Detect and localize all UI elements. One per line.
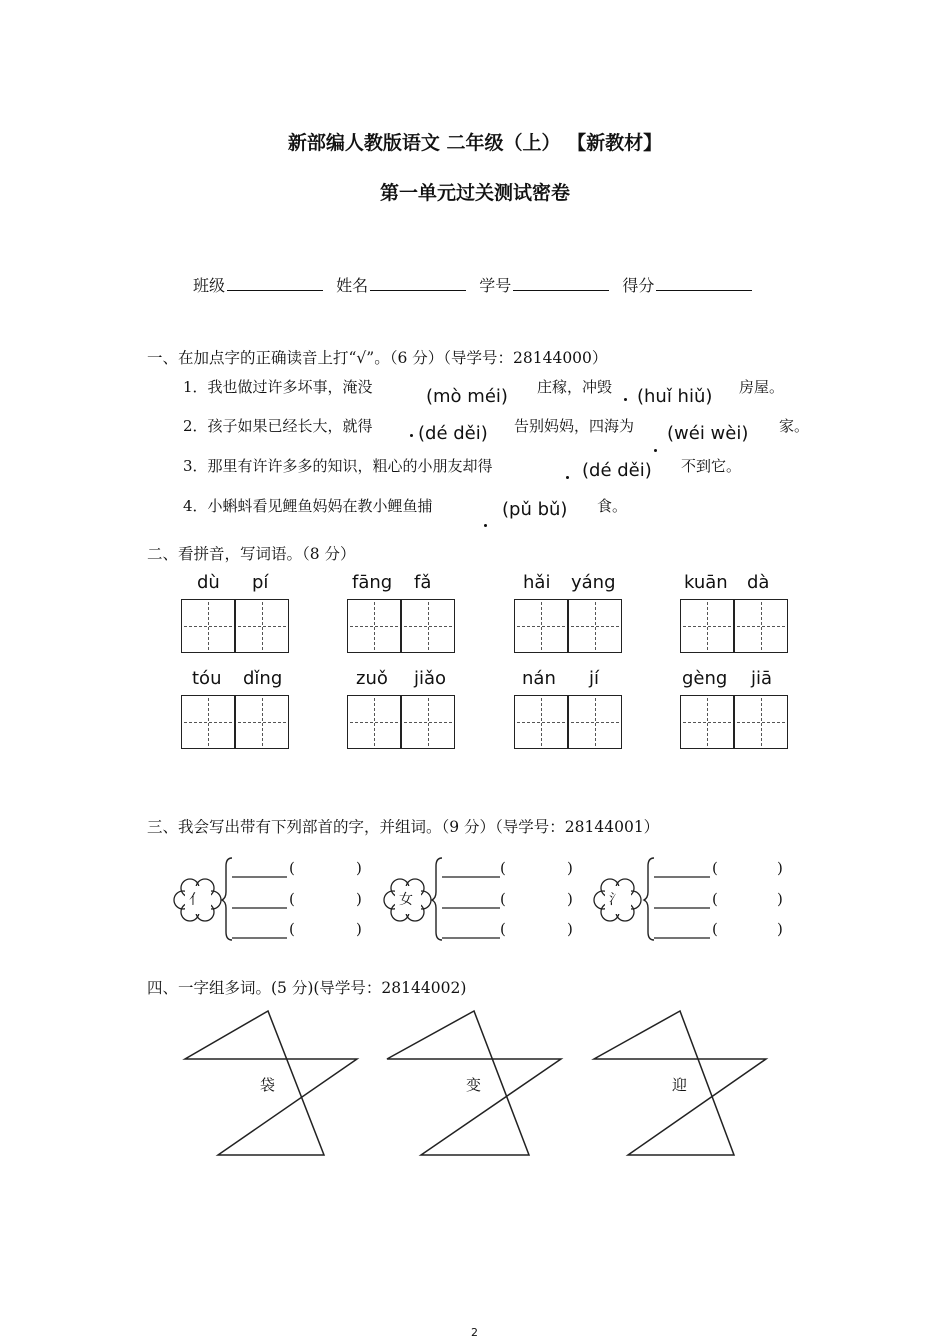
close-paren: )	[567, 920, 573, 938]
open-paren: (	[712, 920, 718, 938]
star-character: 迎	[672, 1076, 688, 1094]
section4-heading: 四、一字组多词。(5 分)(导学号：28144002)	[147, 979, 467, 997]
s1-q1-text-b: 庄稼，冲毁	[537, 378, 613, 396]
close-paren: )	[777, 859, 783, 877]
pinyin-syllable: fǎ	[414, 572, 432, 593]
brace-icon	[222, 858, 232, 940]
open-paren: (	[500, 859, 506, 877]
s1-q1-pinyin-1[interactable]: (mò méi)	[426, 386, 508, 407]
s1-q1-text-c: 房屋。	[739, 378, 785, 396]
open-paren: (	[500, 920, 506, 938]
close-paren: )	[567, 859, 573, 877]
close-paren: )	[356, 920, 362, 938]
radical-woman: 女	[399, 892, 413, 908]
radical-person: 亻	[189, 892, 203, 908]
s1-q3-pinyin-1[interactable]: (dé děi)	[582, 460, 652, 481]
close-paren: )	[777, 890, 783, 908]
page-title: 新部编人教版语文 二年级（上） 【新教材】	[287, 132, 663, 154]
pinyin-syllable: jí	[589, 668, 600, 689]
open-paren: (	[289, 920, 295, 938]
s1-q2-text-c: 家。	[779, 417, 810, 435]
section2-heading: 二、看拼音，写词语。（8 分）	[147, 545, 356, 563]
close-paren: )	[777, 920, 783, 938]
section1-heading: 一、在加点字的正确读音上打“√”。（6 分）（导学号：28144000）	[147, 349, 608, 367]
s1-q1-pinyin-2[interactable]: (huǐ hiǔ)	[637, 386, 713, 407]
close-paren: )	[567, 890, 573, 908]
pinyin-syllable: dǐng	[243, 668, 283, 689]
s1-q4-text-a: 4．小蝌蚪看见鲤鱼妈妈在教小鲤鱼捕	[183, 497, 433, 515]
s1-q2-pinyin-2[interactable]: (wéi wèi)	[667, 423, 749, 444]
pinyin-syllable: gèng	[682, 668, 728, 689]
pinyin-syllable: yáng	[571, 572, 616, 593]
pinyin-syllable: zuǒ	[356, 668, 388, 689]
pinyin-syllable: pí	[252, 572, 269, 593]
star-character: 袋	[260, 1076, 276, 1094]
pinyin-syllable: dà	[747, 572, 770, 593]
s1-q2-pinyin-1[interactable]: (dé děi)	[418, 423, 488, 444]
brace-icon	[644, 858, 654, 940]
s1-q1-text-a: 1．我也做过许多坏事，淹没	[183, 378, 373, 396]
page-number: 2	[471, 1326, 478, 1339]
s1-q4-pinyin-1[interactable]: (pǔ bǔ)	[502, 499, 568, 520]
pinyin-syllable: dù	[197, 572, 220, 593]
pinyin-syllable: fāng	[352, 572, 393, 593]
open-paren: (	[289, 890, 295, 908]
pinyin-syllable: jiǎo	[414, 668, 447, 689]
close-paren: )	[356, 859, 362, 877]
pinyin-syllable: jiā	[751, 668, 773, 689]
score-label: 得分	[622, 276, 655, 295]
s1-q2-text-b: 告别妈妈，四海为	[514, 417, 635, 435]
brace-icon	[432, 858, 442, 940]
radical-water: 氵	[609, 892, 623, 908]
open-paren: (	[500, 890, 506, 908]
name-label: 姓名	[336, 276, 369, 295]
number-label: 学号	[479, 276, 512, 295]
open-paren: (	[289, 859, 295, 877]
pinyin-syllable: nán	[522, 668, 556, 689]
s1-q3-text-a: 3．那里有许许多多的知识，粗心的小朋友却得	[183, 457, 493, 475]
pinyin-syllable: tóu	[192, 668, 222, 689]
page-subtitle: 第一单元过关测试密卷	[379, 182, 570, 204]
close-paren: )	[356, 890, 362, 908]
pinyin-syllable: hǎi	[523, 572, 551, 593]
s1-q3-text-b: 不到它。	[681, 457, 742, 475]
s1-q4-text-b: 食。	[597, 497, 628, 515]
s1-q2-text-a: 2．孩子如果已经长大，就得	[183, 417, 373, 435]
open-paren: (	[712, 859, 718, 877]
class-label: 班级	[193, 276, 226, 295]
pinyin-syllable: kuān	[684, 572, 728, 593]
star-character: 变	[466, 1076, 482, 1094]
open-paren: (	[712, 890, 718, 908]
section3-heading: 三、我会写出带有下列部首的字，并组词。（9 分）（导学号：28144001）	[147, 818, 660, 836]
